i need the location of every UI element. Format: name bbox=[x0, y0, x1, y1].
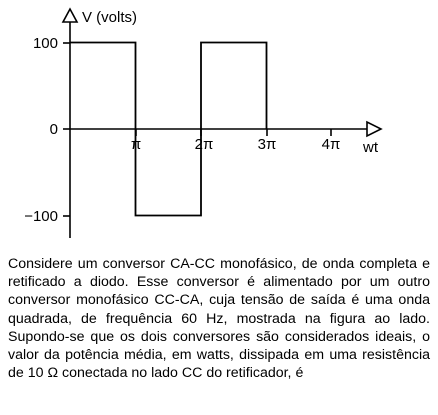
y-axis-label: V (volts) bbox=[82, 9, 138, 26]
y-axis-arrow bbox=[63, 9, 77, 22]
x-tick-label-2pi: 2π bbox=[194, 136, 214, 153]
x-tick-label-4pi: 4π bbox=[321, 136, 341, 153]
y-tick-label-minus-100: −100 bbox=[24, 208, 58, 225]
x-axis-arrow bbox=[367, 122, 381, 136]
y-tick-label-0: 0 bbox=[49, 121, 58, 138]
y-tick-label-100: 100 bbox=[32, 35, 58, 52]
x-axis-label: wt bbox=[363, 139, 378, 156]
question-text: Considere um conversor CA-CC monofásico, de onda completa e retificado a diodo. Esse conversor é alimentado por um outro conversor monofásico CC-CA, cuja tensão de saída é uma onda quadrada, de frequência 60 Hz, mostrada na figura ao lado. Supondo-se que os dois conversores são considerados ideais, o valor da potência média, em watts, dissipada em uma resistência de 10 Ω conectada no lado CC do retificador, é bbox=[8, 256, 430, 382]
x-tick-label-3pi: 3π bbox=[257, 136, 277, 153]
x-tick-label-pi: π bbox=[130, 136, 142, 153]
